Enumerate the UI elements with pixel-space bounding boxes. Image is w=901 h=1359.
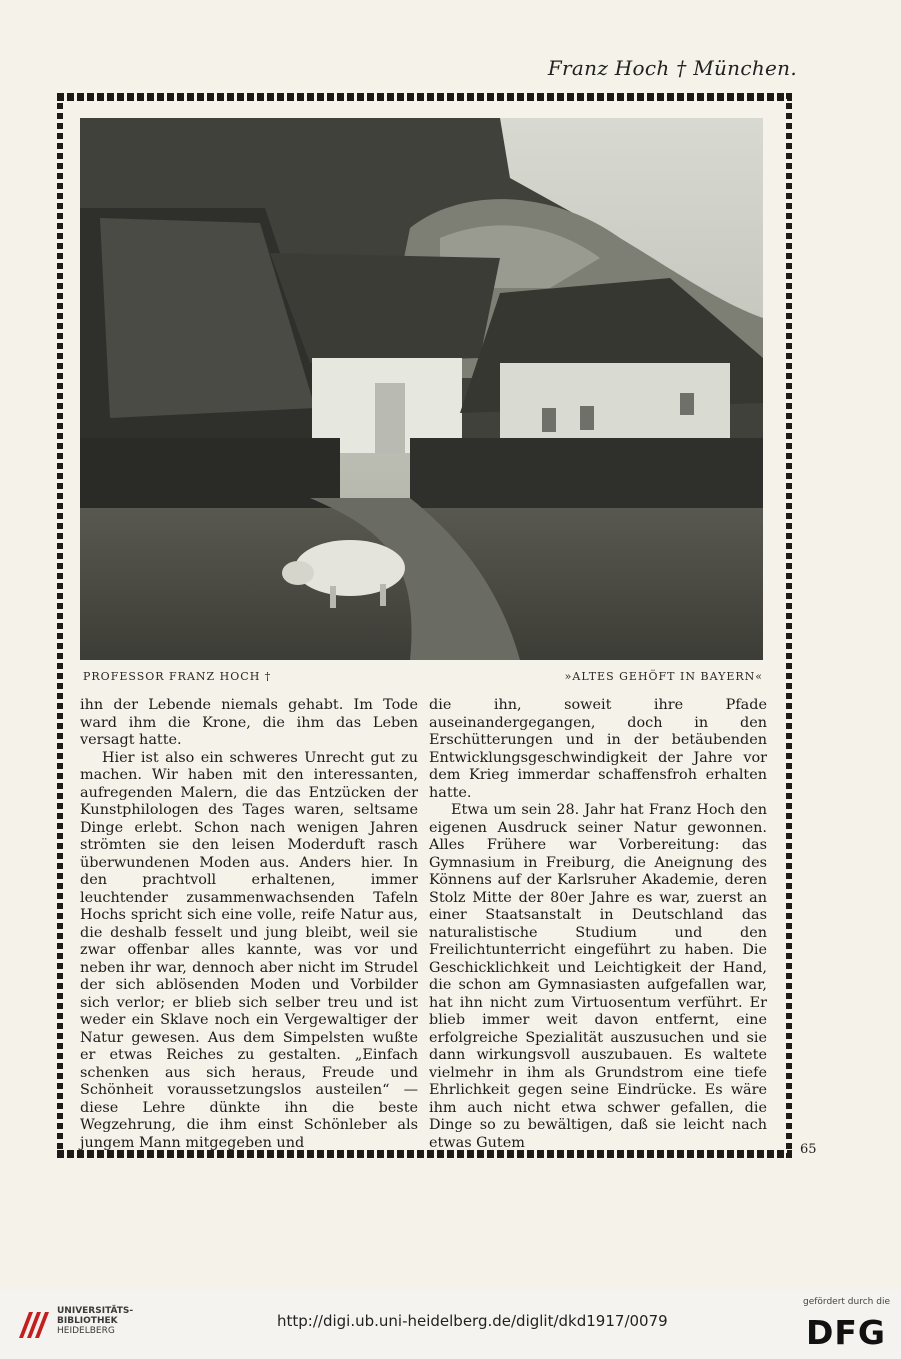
page-number: 65 [800, 1142, 817, 1157]
digitization-footer [0, 1290, 901, 1359]
paragraph: Hier ist also ein schweres Unrecht gut zu machen. Wir haben mit den interessanten, aufregenden Malern, die das Entzücken der Kunstphilologen des Tages waren, seltsame Dinge erlebt. Schon nach wenigen Jahren strömten sie den leisen Moderduft rasch überwundenen Moden aus. Anders hier. In den prachtvoll erhaltenen, immer leuchtender zusammenwachsenden Tafeln Hochs spricht sich eine volle, reife Natur aus, die deshalb fesselt und jung bleibt, weil sie zwar offenbar alles kannte, was vor und neben ihr war, dennoch aber nicht im Strudel der sich ablösenden Moden und Vorbilder sich verlor; er blieb sich selber treu und ist weder ein Sklave noch ein Vergewaltiger der Natur gewesen. Aus dem Simpelsten wußte er etwas Reiches zu gestalten. „Einfach schenken aus sich heraus, Freude und Schönheit voraussetzungslos austeilen“ — diese Lehre dünkte ihn die beste Wegzehrung, die ihm einst Schönleber als jungem Mann mitgegeben und [80, 749, 418, 1151]
running-title: Franz Hoch † München. [547, 56, 797, 80]
farmstead-painting [80, 118, 763, 660]
painting-image [80, 118, 763, 660]
text-column-left [80, 697, 418, 1152]
decorative-border-top [57, 93, 792, 101]
university-logo-icon [13, 1304, 53, 1344]
university-name: UNIVERSITÄTS- BIBLIOTHEK HEIDELBERG [57, 1306, 134, 1336]
decorative-border-right [786, 93, 792, 1158]
dfg-logo: DFG [806, 1313, 887, 1352]
caption-artist: PROFESSOR FRANZ HOCH † [83, 670, 272, 683]
paragraph: die ihn, soweit ihre Pfade auseinandergegangen, doch in den Erschütterungen und in der betäubenden Entwicklungsgeschwindigkeit der Jahre vor dem Krieg immerdar schaffensfroh erhalten hatte. [429, 697, 767, 801]
paragraph: ihn der Lebende niemals gehabt. Im Tode ward ihm die Krone, die ihm das Leben versagt hatte. [80, 697, 418, 748]
decorative-border-left [57, 93, 63, 1158]
caption-title: »ALTES GEHÖFT IN BAYERN« [564, 670, 763, 683]
paragraph: Etwa um sein 28. Jahr hat Franz Hoch den eigenen Ausdruck seiner Natur gewonnen. Alles Frühere war Vorbereitung: das Gymnasium in Freiburg, die Aneignung des Könnens auf der Karlsruher Akademie, deren Stolz Mitte der 80er Jahre es war, zuerst an einer Staatsanstalt in Deutschland das naturalistische Studium und den Freilichtunterricht eingeführt zu haben. Die Geschicklichkeit und Leichtigkeit der Hand, die schon am Gymnasiasten aufgefallen war, hat ihn nicht zum Virtuosentum verführt. Er blieb immer weit davon entfernt, eine erfolgreiche Spezialität auszusuchen und sie dann wirkungsvoll auszubauen. Es waltete vielmehr in ihm als Grundstrom eine tiefe Ehrlichkeit gegen seine Eindrücke. Es wäre ihm auch nicht etwa schwer gefallen, die Dinge so zu bewältigen, daß sie leicht nach etwas Gutem [429, 802, 767, 1151]
text-column-right [429, 697, 767, 1152]
source-url-link[interactable]: http://digi.ub.uni-heidelberg.de/diglit/dkd1917/0079 [277, 1312, 668, 1330]
funding-note: gefördert durch die [803, 1297, 890, 1307]
